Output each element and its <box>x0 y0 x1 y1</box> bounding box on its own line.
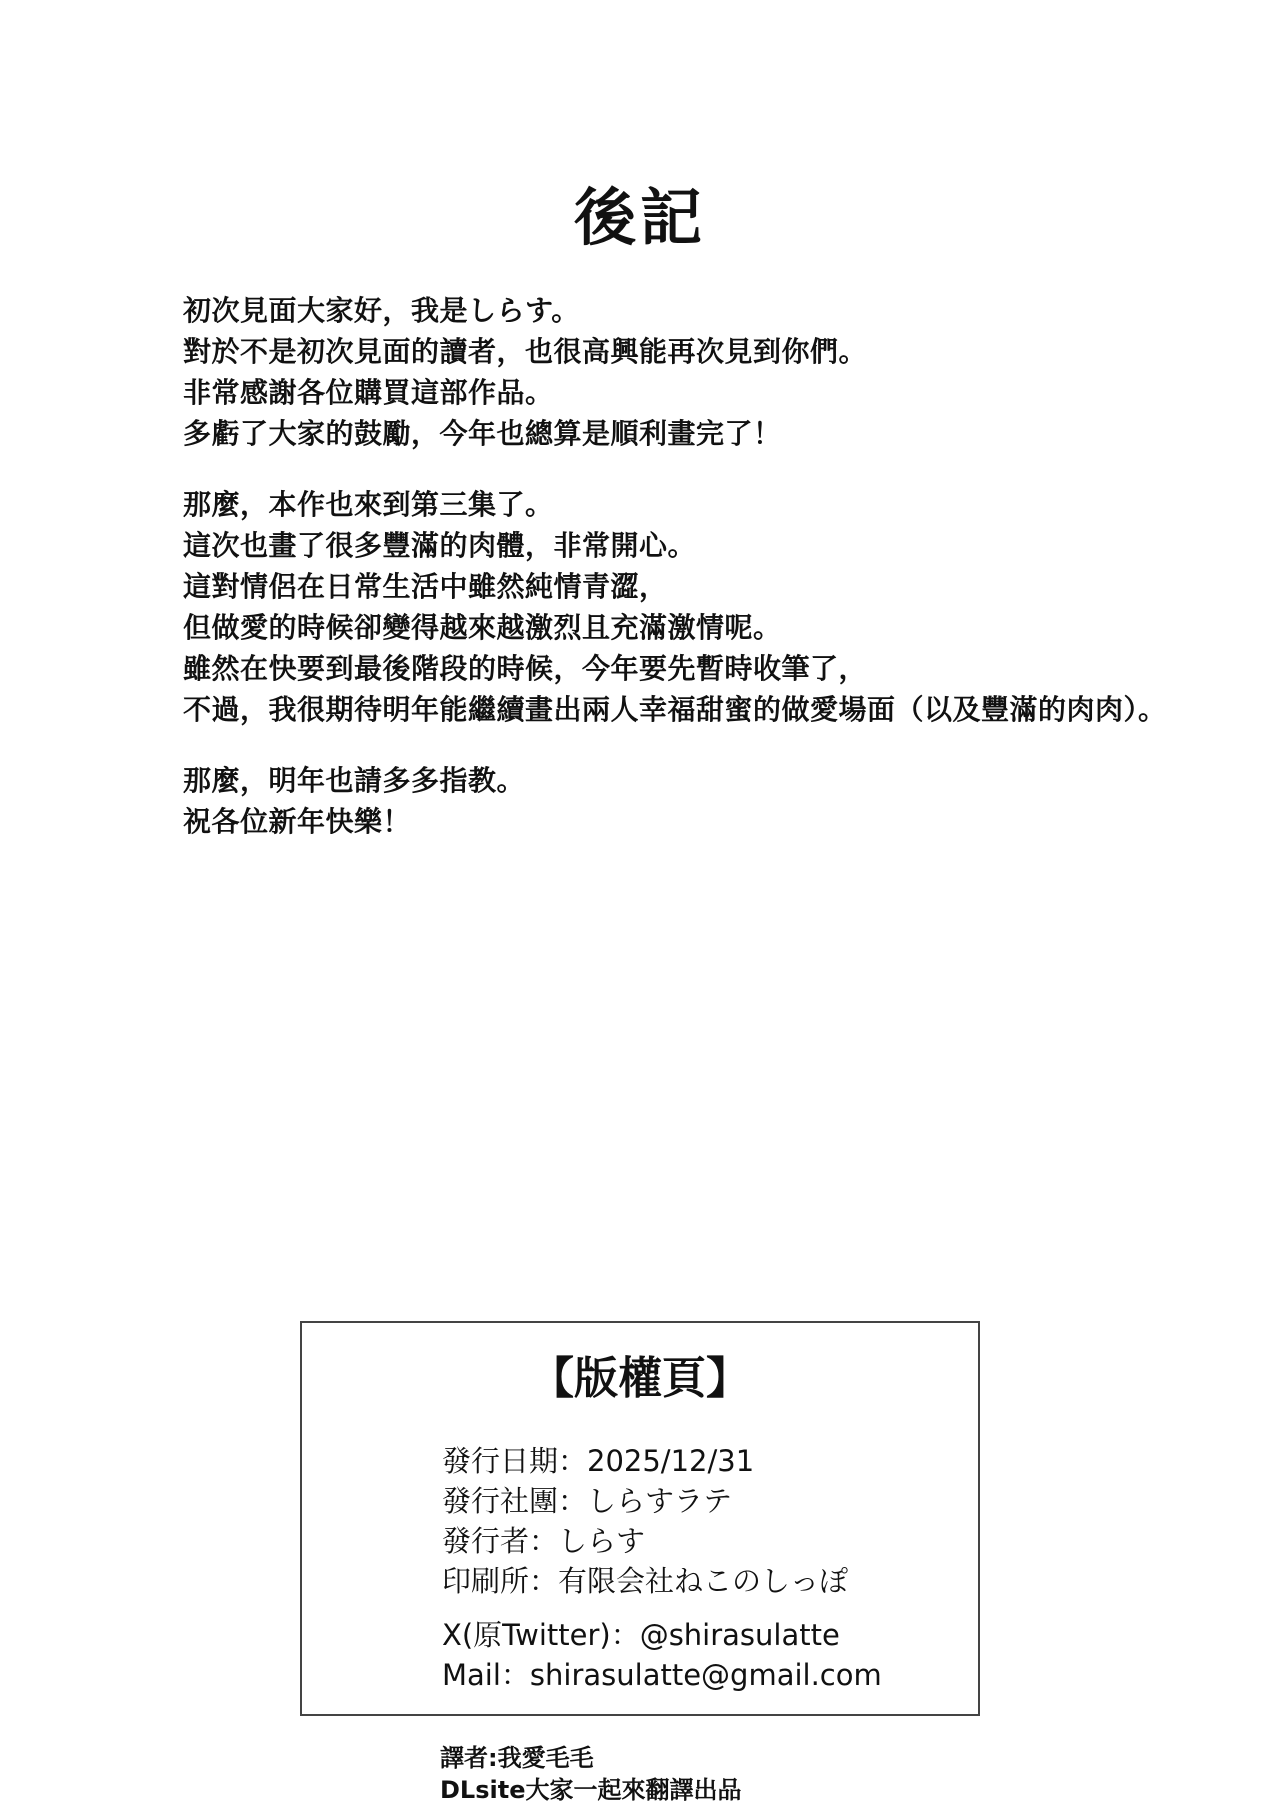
x-account: X(原Twitter)：@shirasulatte <box>442 1618 840 1652</box>
group-credit: DLsite大家一起來翻譯出品 <box>440 1776 742 1804</box>
afterword-text <box>183 290 1263 872</box>
publishing-circle: 發行社團：しらすラテ <box>442 1484 733 1518</box>
colophon-title: 【版權頁】 <box>530 1353 750 1404</box>
text-line: 雖然在快要到最後階段的時候，今年要先暫時收筆了， <box>183 652 868 685</box>
colophon-details <box>442 1441 882 1709</box>
colophon-box <box>300 1321 980 1716</box>
paragraph-story <box>183 484 1263 730</box>
page-title: 後記 <box>573 181 706 254</box>
text-line: 但做愛的時候卻變得越來越激烈且充滿激情呢。 <box>183 611 782 644</box>
text-line: 祝各位新年快樂！ <box>183 805 412 838</box>
text-line: 初次見面大家好，我是しらす。 <box>183 294 580 327</box>
email-address: Mail：shirasulatte@gmail.com <box>442 1658 882 1692</box>
publish-date: 發行日期：2025/12/31 <box>442 1444 755 1478</box>
text-line: 非常感謝各位購買這部作品。 <box>183 376 554 409</box>
paragraph-closing <box>183 760 1263 842</box>
text-line: 這次也畫了很多豐滿的肉體，非常開心。 <box>183 529 697 562</box>
translator-credit: 譯者:我愛毛毛 <box>440 1744 594 1772</box>
text-line: 這對情侶在日常生活中雖然純情青澀， <box>183 570 668 603</box>
text-line: 那麼，本作也來到第三集了。 <box>183 488 554 521</box>
translation-credits <box>440 1742 741 1806</box>
printer: 印刷所：有限会社ねこのしっぽ <box>442 1564 849 1598</box>
publication-info <box>442 1441 882 1601</box>
paragraph-greeting <box>183 290 1263 454</box>
contact-info <box>442 1615 882 1695</box>
text-line: 不過，我很期待明年能繼續畫出兩人幸福甜蜜的做愛場面（以及豐滿的肉肉）。 <box>183 693 1167 726</box>
text-line: 對於不是初次見面的讀者，也很高興能再次見到你們。 <box>183 335 868 368</box>
text-line: 多虧了大家的鼓勵，今年也總算是順利畫完了！ <box>183 417 782 450</box>
publisher: 發行者：しらす <box>442 1524 646 1558</box>
text-line: 那麼，明年也請多多指教。 <box>183 764 526 797</box>
